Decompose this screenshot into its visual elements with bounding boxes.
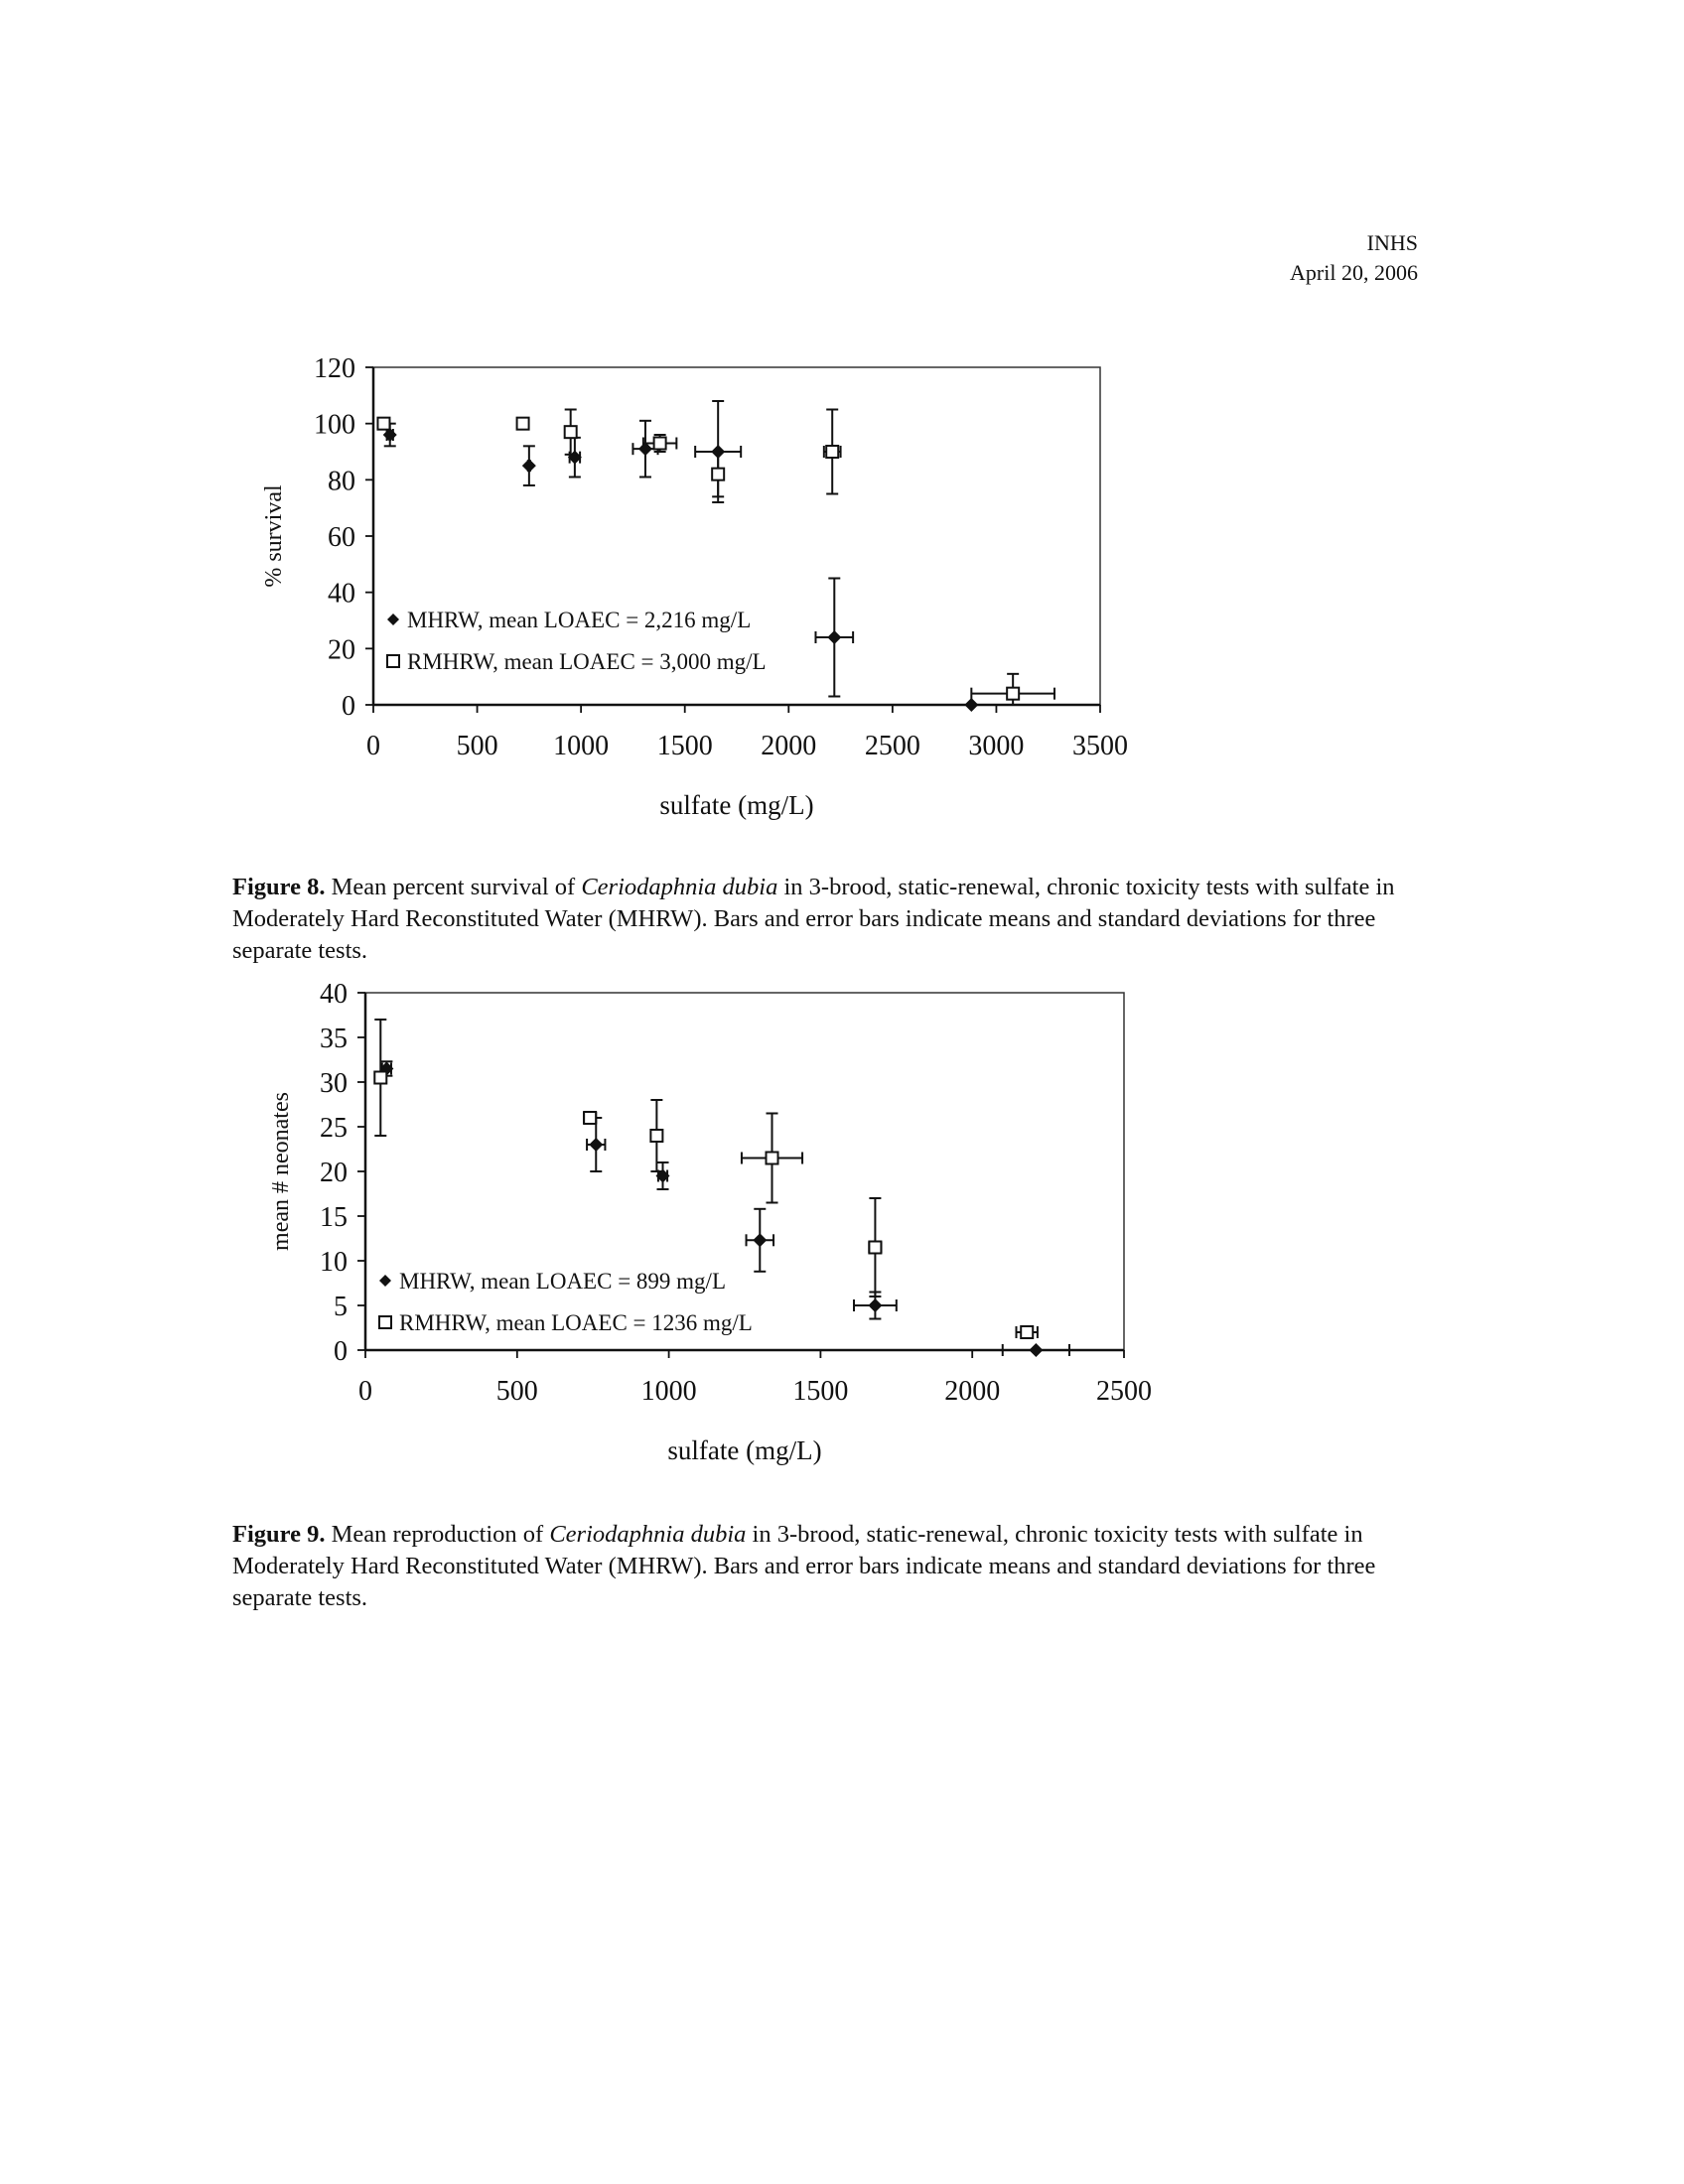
x-tick-label: 1500 [656, 731, 713, 761]
data-point-rmhrw [374, 1020, 386, 1136]
legend-label: MHRW, mean LOAEC = 899 mg/L [399, 1269, 726, 1294]
data-point-rmhrw [377, 418, 389, 430]
y-axis-title: % survival [261, 484, 287, 588]
figure-8-species: Ceriodaphnia dubia [581, 874, 778, 900]
diamond-marker [589, 1138, 603, 1152]
x-tick-label: 2500 [864, 731, 920, 761]
y-tick-label: 60 [328, 522, 355, 553]
y-tick-label: 25 [320, 1113, 348, 1144]
data-point-rmhrw [971, 674, 1054, 705]
y-tick-label: 20 [320, 1158, 348, 1188]
diamond-marker [827, 630, 841, 644]
legend-label: RMHRW, mean LOAEC = 3,000 mg/L [407, 649, 767, 674]
legend-entry-mhrw [379, 1269, 726, 1294]
y-tick-label: 30 [320, 1068, 348, 1099]
x-tick-label: 500 [495, 1376, 538, 1407]
square-marker [1021, 1326, 1033, 1338]
x-tick-label: 2500 [1096, 1376, 1152, 1407]
legend-entry-rmhrw [379, 1310, 753, 1335]
data-point-rmhrw [742, 1114, 802, 1203]
x-tick-label: 0 [358, 1376, 372, 1407]
diamond-marker [868, 1298, 882, 1312]
data-point-rmhrw [869, 1198, 881, 1297]
figure-9-caption [232, 1519, 1454, 1614]
data-point-mhrw [964, 698, 978, 712]
data-point-mhrw [815, 579, 853, 697]
y-tick-label: 10 [320, 1247, 348, 1278]
figure-8-chart [0, 338, 1684, 854]
figure-8-caption-text-after: in 3-brood, static-renewal, chronic toxicity tests with sulfate in Moderately Hard Reconstituted Water (MHRW). Bars and error bars indicate means and standard deviations for three separate tests. [232, 874, 1395, 964]
data-point-mhrw [522, 446, 536, 485]
header-date: April 20, 2006 [1290, 260, 1418, 285]
square-marker [377, 418, 389, 430]
diamond-marker [1029, 1343, 1043, 1357]
y-tick-label: 0 [342, 691, 355, 722]
data-point-mhrw [655, 1162, 669, 1189]
x-tick-label: 1000 [553, 731, 610, 761]
plot-area-frame [365, 993, 1124, 1350]
y-tick-label: 80 [328, 466, 355, 497]
data-point-rmhrw [712, 452, 724, 496]
legend-label: RMHRW, mean LOAEC = 1236 mg/L [399, 1310, 753, 1335]
legend-square-icon [387, 655, 399, 667]
y-tick-label: 0 [334, 1336, 348, 1367]
square-marker [826, 446, 838, 458]
square-marker [869, 1242, 881, 1254]
diamond-marker [753, 1233, 767, 1247]
data-point-rmhrw [584, 1112, 596, 1124]
square-marker [517, 418, 529, 430]
page-header [1290, 228, 1418, 288]
y-tick-label: 35 [320, 1024, 348, 1054]
square-marker [374, 1072, 386, 1084]
figure-8-label: Figure 8. [232, 874, 326, 900]
figure-9-caption-text-after: in 3-brood, static-renewal, chronic toxicity tests with sulfate in Moderately Hard Reconstituted Water (MHRW). Bars and error bars indicate means and standard deviations for three separate tests. [232, 1521, 1376, 1611]
y-tick-label: 120 [314, 353, 355, 384]
data-point-mhrw [587, 1118, 605, 1171]
legend-entry-rmhrw [387, 649, 767, 674]
diamond-marker [964, 698, 978, 712]
y-tick-label: 15 [320, 1202, 348, 1233]
x-tick-label: 2000 [944, 1376, 1001, 1407]
figure-9-caption-text-before: Mean reproduction of [331, 1521, 544, 1548]
legend-diamond-icon [387, 614, 399, 625]
x-axis-title: sulfate (mg/L) [659, 790, 814, 820]
square-marker [1007, 688, 1019, 700]
square-marker [712, 469, 724, 480]
legend-square-icon [379, 1316, 391, 1328]
x-tick-label: 1500 [792, 1376, 849, 1407]
x-tick-label: 0 [366, 731, 380, 761]
figure-8-caption [232, 872, 1454, 967]
y-tick-label: 40 [320, 983, 348, 1010]
data-point-rmhrw [517, 418, 529, 430]
data-point-mhrw [747, 1209, 774, 1272]
legend-label: MHRW, mean LOAEC = 2,216 mg/L [407, 608, 752, 632]
y-axis-title: mean # neonates [268, 1092, 294, 1251]
header-org: INHS [1366, 230, 1418, 255]
y-tick-label: 20 [328, 634, 355, 666]
figure-8-caption-text-before: Mean percent survival of [331, 874, 576, 900]
square-marker [767, 1153, 778, 1164]
legend-diamond-icon [379, 1275, 391, 1287]
y-tick-label: 100 [314, 409, 355, 441]
data-point-rmhrw [824, 410, 841, 494]
square-marker [584, 1112, 596, 1124]
diamond-marker [522, 459, 536, 473]
figure-9-label: Figure 9. [232, 1521, 326, 1548]
data-point-rmhrw [1017, 1326, 1038, 1338]
x-tick-label: 1000 [640, 1376, 697, 1407]
x-axis-title: sulfate (mg/L) [667, 1435, 822, 1465]
data-point-mhrw [1003, 1343, 1069, 1357]
x-tick-label: 3500 [1072, 731, 1128, 761]
square-marker [654, 438, 666, 450]
square-marker [650, 1130, 662, 1142]
y-tick-label: 40 [328, 578, 355, 610]
y-tick-label: 5 [334, 1292, 348, 1322]
figure-9-chart [0, 983, 1684, 1499]
x-tick-label: 3000 [968, 731, 1025, 761]
square-marker [565, 426, 577, 438]
data-point-rmhrw [650, 1100, 662, 1171]
legend-entry-mhrw [387, 608, 751, 632]
figure-9-species: Ceriodaphnia dubia [549, 1521, 747, 1548]
x-tick-label: 500 [456, 731, 498, 761]
x-tick-label: 2000 [761, 731, 817, 761]
